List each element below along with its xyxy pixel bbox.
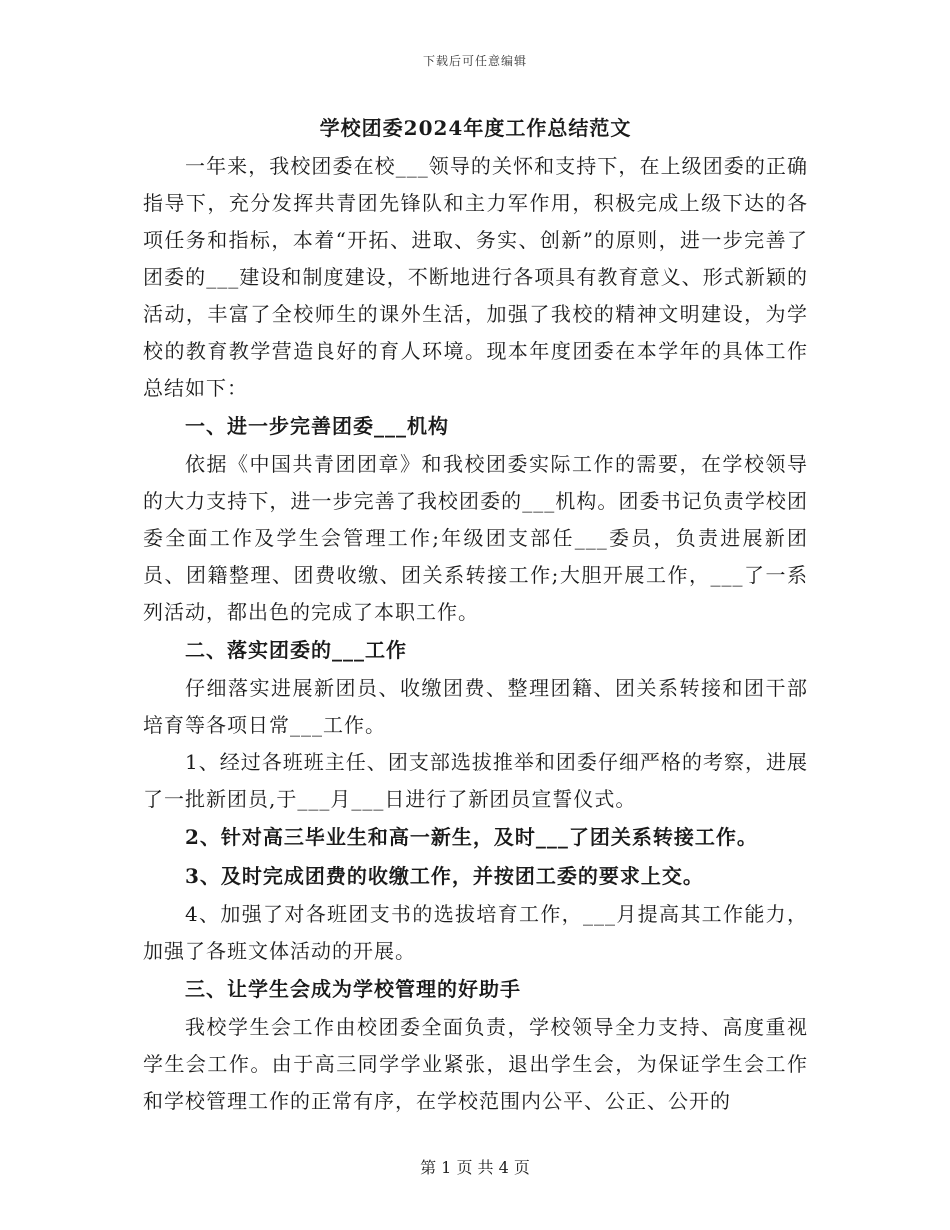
section-heading-3: 三、让学生会成为学校管理的好助手 [185,977,521,1001]
intro-paragraph: 一年来，我校团委在校___领导的关怀和支持下，在上级团委的正确指导下，充分发挥共青团先锋队和主力军作用，积极完成上级下达的各项任务和指标，本着“开拓、进取、务实、创新”的原则，进一步完善了团委的___建设和制度建设，不断地进行各项具有教育意义、形式新颖的活动，丰富了全校师生的课外生活，加强了我校的精神文明建设，为学校的教育教学营造良好的育人环境。现本年度团委在本学年的具体工作总结如下： [143,154,808,400]
section-1-paragraph: 依据《中国共青团团章》和我校团委实际工作的需要，在学校领导的大力支持下，进一步完善了我校团委的___机构。团委书记负责学校团委全面工作及学生会管理工作;年级团支部任___委员，负责进展新团员、团籍整理、团费收缴、团关系转接工作;大胆开展工作，___了一系列活动，都出色的完成了本职工作。 [143,452,808,624]
section-2-item-2: 2、针对高三毕业生和高一新生，及时___了团关系转接工作。 [185,825,758,849]
section-2-paragraph: 仔细落实进展新团员、收缴团费、整理团籍、团关系转接和团干部培育等各项日常___工作。 [143,676,808,737]
section-2-item-4: 4、加强了对各班团支书的选拔培育工作，___月提高其工作能力，加强了各班文体活动的开展。 [143,902,808,963]
section-2-item-3: 3、及时完成团费的收缴工作，并按团工委的要求上交。 [185,864,704,888]
page-footer: 第 1 页 共 4 页 [420,1158,530,1177]
document-body [143,110,808,1120]
document-title: 学校团委2024年度工作总结范文 [319,116,632,140]
section-2-item-1: 1、经过各班班主任、团支部选拔推举和团委仔细严格的考察，进展了一批新团员,于___月___日进行了新团员宣誓仪式。 [143,750,808,811]
section-heading-2: 二、落实团委的___工作 [185,638,407,662]
section-3-paragraph: 我校学生会工作由校团委全面负责，学校领导全力支持、高度重视学生会工作。由于高三同学学业紧张，退出学生会，为保证学生会工作和学校管理工作的正常有序，在学校范围内公平、公正、公开的 [143,1015,808,1113]
header-note: 下载后可任意编辑 [422,54,527,68]
section-heading-1: 一、进一步完善团委___机构 [185,414,449,438]
